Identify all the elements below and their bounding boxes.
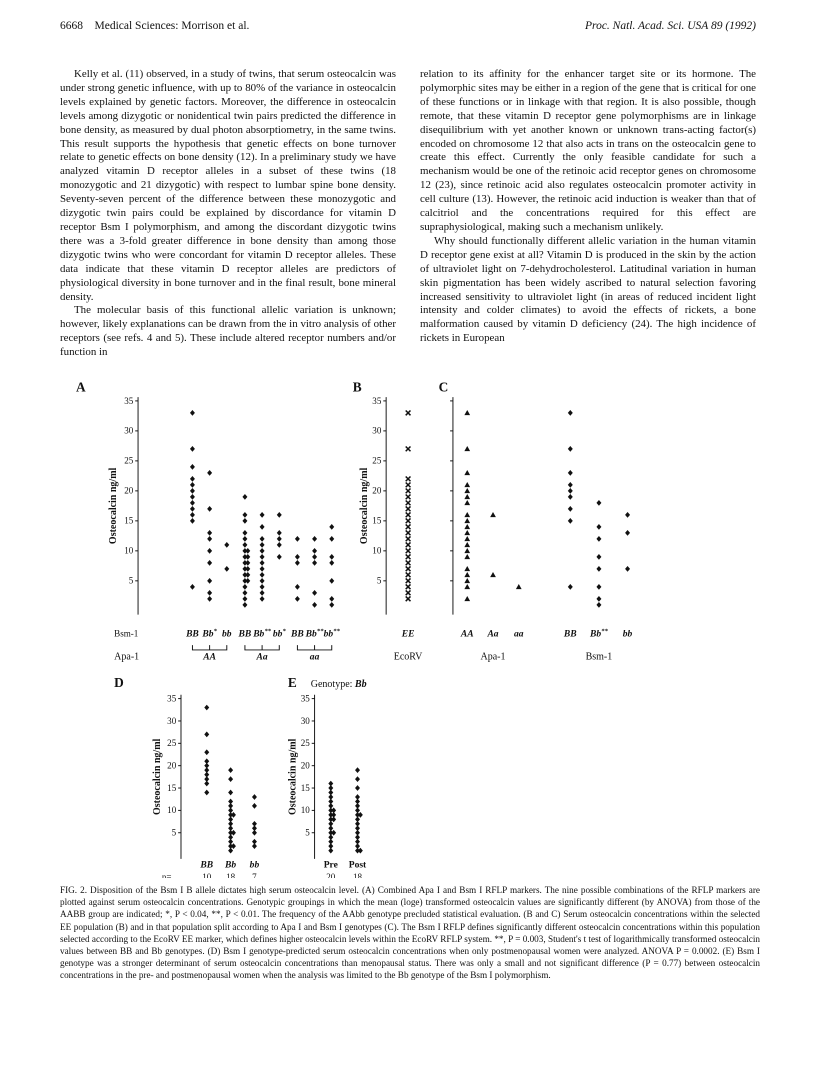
data-point [596, 554, 601, 560]
data-point [596, 602, 601, 608]
category-label: BB [186, 628, 199, 640]
axis-group-label: Apa-1 [480, 651, 506, 663]
data-point [245, 578, 250, 584]
figure-caption [60, 884, 760, 982]
data-point [464, 578, 470, 583]
data-point [568, 584, 573, 590]
data-point [464, 536, 470, 541]
data-point [245, 554, 250, 560]
data-point [228, 767, 233, 773]
data-point [260, 512, 265, 518]
y-tick-label: 25 [372, 455, 382, 466]
data-point [406, 411, 411, 416]
data-point [242, 596, 247, 602]
data-point [260, 590, 265, 596]
data-point [464, 554, 470, 559]
data-point [355, 767, 360, 773]
data-point [207, 530, 212, 536]
y-tick-label: 5 [376, 575, 382, 586]
data-point [252, 794, 257, 800]
y-axis-label: Osteocalcin ng/ml [359, 467, 371, 545]
data-point [406, 506, 411, 511]
data-point [464, 542, 470, 547]
category-label: BB [200, 859, 214, 871]
data-point [242, 584, 247, 590]
data-point [260, 560, 265, 566]
data-point [464, 410, 470, 415]
data-point [406, 554, 411, 559]
data-point [245, 548, 250, 554]
y-tick-label: 10 [124, 545, 134, 556]
group-label: Aa [256, 651, 268, 663]
data-point [242, 530, 247, 536]
category-label: EE [401, 628, 415, 640]
data-point [260, 548, 265, 554]
group-bracket [245, 645, 279, 650]
data-point [406, 524, 411, 529]
category-label: BB [563, 628, 577, 640]
running-header [60, 20, 756, 38]
data-point [516, 584, 522, 589]
category-label: Bb* [202, 627, 217, 640]
panel-label-e: E [287, 675, 297, 691]
category-label: Bb [225, 859, 237, 871]
data-point [295, 554, 300, 560]
data-point [329, 602, 334, 608]
category-label: Bb** [305, 627, 324, 640]
panel-label-b: B [352, 379, 362, 395]
data-point [464, 500, 470, 505]
data-point [406, 572, 411, 577]
data-point [295, 584, 300, 590]
data-point [295, 536, 300, 542]
data-point [228, 848, 233, 854]
data-point [242, 494, 247, 500]
y-tick-label: 10 [167, 805, 177, 816]
data-point [329, 560, 334, 566]
y-tick-label: 25 [167, 738, 177, 749]
category-label: BB [238, 628, 252, 640]
data-point [207, 578, 212, 584]
y-tick-label: 35 [372, 395, 382, 406]
y-tick-label: 5 [305, 827, 310, 838]
data-point [596, 524, 601, 530]
data-point [190, 410, 195, 416]
panel-label-a: A [76, 379, 86, 395]
y-tick-label: 5 [171, 827, 177, 838]
data-point [464, 494, 470, 499]
y-tick-label: 30 [124, 425, 134, 436]
data-point [277, 512, 282, 518]
data-point [207, 596, 212, 602]
data-point [207, 590, 212, 596]
data-point [231, 812, 236, 818]
y-tick-label: 5 [128, 575, 134, 586]
y-tick-label: 20 [372, 485, 382, 496]
data-point [277, 530, 282, 536]
data-point [204, 749, 209, 755]
data-point [242, 542, 247, 548]
data-point [260, 536, 265, 542]
data-point [260, 596, 265, 602]
caption-text: FIG. 2. Disposition of the Bsm I B allele dictates high serum osteocalcin level. (A) Combined Apa I and Bsm I RFLP markers. The nine possible combinations of the RFLP markers are plotted against serum osteocalcin concentrations. Genotypic groupings in which the mean (loge) transformed osteocalcin values are significantly different (by ANOVA) from those of the AABB group are indicated; *, P < 0.04, **, P < 0.01. The frequency of the AAbb genotype precluded statistical evaluation. (B and C) Serum osteocalcin concentrations within the selected EE population (B) and in that population split according to Apa I and Bsm I genotypes (C). The Bsm I RFLP defines significantly different osteocalcin concentrations within this population selected according to the EcoRV EE marker, which defines higher osteocalcin levels within the EcoRV RFLP system. **, P = 0.003, Student's t test of logarithmically transformed osteocalcin values between BB and Bb genotypes. (D) Bsm I genotype-predicted serum osteocalcin concentrations when only postmenopausal women were analyzed. ANOVA P = 0.0002. (E) Bsm I genotype was a stronger determinant of serum osteocalcin concentrations than menopausal status. There was only a small and not significant difference (P = 0.77) between osteocalcin concentrations in the pre- and postmenopausal women when the analysis was limited to the Bb genotype of the Bsm I polymorphism. [60, 885, 760, 981]
category-label: bb [249, 859, 260, 871]
data-point [228, 790, 233, 796]
data-point [312, 536, 317, 542]
data-point [207, 470, 212, 476]
axis-group-label: Bsm-1 [585, 651, 613, 663]
paragraph: relation to its affinity for the enhancer target site or its hormone. The polymorphic sites may be either in a region of the gene that is critical for one of these functions or in linkage with that region. It is also possible, though remote, that these vitamin D receptor gene polymorphisms are in linkage disequilibrium with yet another known or unknown trans-acting factor(s) encoded on chromosome 12 that also acts in trans on the osteocalcin gene to create this effect. Currently the only feasible candidate for such a mechanism would be one of the retinoic acid receptor genes on chromosome 12 (23), since retinoic acid also regulates osteocalcin promoter activity in cell culture (13). However, the retinoic acid induction is weaker than that of calcitriol and the concentrations required for this effect are supraphysiological, making such a mechanism unlikely. [420, 68, 756, 233]
data-point [295, 596, 300, 602]
category-label: Post [348, 859, 367, 871]
data-point [568, 482, 573, 488]
data-point [406, 488, 411, 493]
data-point [406, 500, 411, 505]
data-point [231, 830, 236, 836]
data-point [406, 566, 411, 571]
data-point [260, 578, 265, 584]
data-point [355, 785, 360, 791]
data-point [277, 542, 282, 548]
data-point [358, 848, 363, 854]
category-label: Aa [487, 628, 499, 640]
data-point [242, 590, 247, 596]
data-point [260, 584, 265, 590]
data-point [231, 843, 236, 849]
data-point [277, 554, 282, 560]
category-label: bb* [272, 627, 286, 640]
data-point [596, 584, 601, 590]
data-point [252, 843, 257, 849]
data-point [207, 536, 212, 542]
data-point [190, 506, 195, 512]
data-point [204, 732, 209, 738]
y-tick-label: 15 [372, 515, 382, 526]
data-point [207, 506, 212, 512]
data-point [190, 500, 195, 506]
category-label: Bb** [590, 627, 608, 640]
page-number: 6668 [60, 20, 83, 32]
y-axis-label: Osteocalcin ng/ml [287, 738, 299, 816]
data-point [464, 482, 470, 487]
text-column-left [60, 68, 396, 360]
data-point [190, 512, 195, 518]
data-point [406, 548, 411, 553]
y-tick-label: 15 [300, 782, 310, 793]
y-tick-label: 30 [300, 715, 310, 726]
data-point [625, 530, 630, 536]
figure-2 [60, 378, 760, 878]
data-point [406, 446, 411, 451]
y-tick-label: 15 [167, 782, 177, 793]
data-point [245, 572, 250, 578]
data-point [204, 705, 209, 711]
data-point [204, 790, 209, 796]
data-point [331, 830, 336, 836]
data-point [242, 536, 247, 542]
y-tick-label: 25 [124, 455, 134, 466]
data-point [242, 518, 247, 524]
data-point [406, 512, 411, 517]
data-point [329, 524, 334, 530]
n-value: 7 [252, 871, 257, 878]
data-point [464, 518, 470, 523]
category-label: aa [514, 628, 524, 640]
data-point [224, 542, 229, 548]
data-point [464, 446, 470, 451]
figure-panels [60, 378, 760, 878]
y-tick-label: 20 [300, 760, 310, 771]
n-value: 18 [352, 871, 363, 878]
data-point [464, 548, 470, 553]
data-point [312, 602, 317, 608]
data-point [331, 816, 336, 822]
n-value: 20 [326, 871, 336, 878]
data-point [190, 464, 195, 470]
data-point [329, 536, 334, 542]
panel-label-c: C [438, 379, 449, 395]
data-point [190, 488, 195, 494]
n-label: n= [161, 871, 172, 878]
y-axis-label: Osteocalcin ng/ml [152, 738, 163, 816]
data-point [464, 572, 470, 577]
y-tick-label: 35 [124, 395, 134, 406]
journal-citation: Proc. Natl. Acad. Sci. USA 89 (1992) [585, 20, 756, 32]
data-point [568, 494, 573, 500]
data-point [328, 848, 333, 854]
data-point [490, 572, 496, 577]
data-point [568, 446, 573, 452]
data-point [190, 494, 195, 500]
y-tick-label: 25 [300, 738, 310, 749]
data-point [312, 590, 317, 596]
category-label: Bb** [253, 627, 271, 640]
data-point [207, 560, 212, 566]
data-point [190, 584, 195, 590]
data-point [568, 410, 573, 416]
data-point [464, 596, 470, 601]
data-point [260, 542, 265, 548]
data-point [329, 596, 334, 602]
data-point [464, 512, 470, 517]
data-point [190, 476, 195, 482]
data-point [568, 518, 573, 524]
data-point [190, 446, 195, 452]
data-point [406, 560, 411, 565]
row-label-apa: Apa-1 [114, 651, 140, 663]
data-point [464, 530, 470, 535]
data-point [490, 512, 496, 517]
data-point [252, 830, 257, 836]
paragraph: Kelly et al. (11) observed, in a study of twins, that serum osteocalcin was under strong genetic influence, with up to 80% of the variance in osteocalcin levels explained by genetic factors. Moreover, the difference in osteocalcin levels among dizygotic or nonidentical twin pairs predicted the difference in bone density, as measured by dual photon absorptiometry, in the same twins. This result supports the hypothesis that genetic effects on bone turnover relate to genetic effects on bone density (12). In a preliminary study we have analyzed vitamin D receptor alleles in a subset of these twins (18 monozygotic and 21 dizygotic) with respect to lumbar spine bone density. Seventy-seven percent of the difference between these monozygotic and dizygotic twin pairs could be explained by discordance for vitamin D receptor Bsm I polymorphism, and among the discordant dizygotic twins there was a 3-fold greater difference in bone density than among those dizygotic twins who were concordant for vitamin D receptor alleles. These data indicate that these vitamin D receptor alleles are predictors of physiological diversity in bone turnover and in the final result, bone mineral density. [60, 68, 396, 303]
data-point [245, 566, 250, 572]
data-point [406, 518, 411, 523]
group-label: AA [203, 651, 216, 663]
group-bracket [297, 645, 331, 650]
data-point [625, 512, 630, 518]
n-value: 10 [202, 871, 212, 878]
data-point [568, 470, 573, 476]
data-point [224, 566, 229, 572]
data-point [406, 476, 411, 481]
group-bracket [192, 645, 226, 650]
y-tick-label: 30 [167, 715, 177, 726]
data-point [406, 536, 411, 541]
data-point [260, 554, 265, 560]
data-point [596, 566, 601, 572]
n-value: 18 [226, 871, 236, 878]
category-label: Pre [323, 859, 338, 871]
data-point [464, 584, 470, 589]
category-label: bb [222, 628, 232, 640]
data-point [295, 560, 300, 566]
data-point [260, 572, 265, 578]
data-point [355, 776, 360, 782]
data-point [329, 554, 334, 560]
row-label-bsm: Bsm-1 [114, 628, 139, 639]
y-axis-label: Osteocalcin ng/ml [108, 467, 120, 545]
paragraph: Why should functionally different allelic variation in the human vitamin D receptor gene exist at all? Vitamin D is produced in the skin by the action of ultraviolet light on 7-dehydrocholesterol. Latitudinal variation in human skin pigmentation has been widely ascribed to natural selection favoring increased sensitivity to ultraviolet light (in areas of reduced incident light intensity and colder climates) to avoid the effects of rickets, a bone malformation caused by vitamin D deficiency (24). The high incidence of rickets in European [420, 234, 756, 345]
data-point [464, 566, 470, 571]
category-label: bb [622, 628, 633, 640]
data-point [406, 590, 411, 595]
y-tick-label: 35 [300, 693, 310, 704]
data-point [596, 596, 601, 602]
category-label: BB [291, 628, 304, 640]
data-point [596, 536, 601, 542]
y-tick-label: 10 [300, 805, 310, 816]
data-point [204, 781, 209, 787]
panel-label-d: D [114, 675, 124, 691]
data-point [329, 578, 334, 584]
data-point [260, 566, 265, 572]
text-column-right [420, 68, 756, 346]
data-point [190, 518, 195, 524]
data-point [358, 812, 363, 818]
y-tick-label: 20 [124, 485, 134, 496]
section-title: Medical Sciences: Morrison et al. [94, 20, 250, 32]
axis-group-label: EcoRV [393, 651, 423, 663]
data-point [464, 524, 470, 529]
data-point [406, 494, 411, 499]
category-label: bb** [323, 627, 340, 640]
data-point [190, 482, 195, 488]
y-tick-label: 10 [372, 545, 382, 556]
y-tick-label: 30 [372, 425, 382, 436]
data-point [312, 554, 317, 560]
group-label: aa [309, 651, 320, 663]
data-point [464, 470, 470, 475]
data-point [277, 536, 282, 542]
data-point [464, 488, 470, 493]
category-label: AA [460, 628, 474, 640]
data-point [228, 776, 233, 782]
data-point [406, 482, 411, 487]
header-left [60, 20, 249, 32]
panel-title-e: Genotype: Bb [310, 679, 367, 691]
data-point [625, 566, 630, 572]
data-point [596, 500, 601, 506]
data-point [245, 560, 250, 566]
data-point [312, 560, 317, 566]
data-point [406, 530, 411, 535]
data-point [406, 578, 411, 583]
data-point [312, 548, 317, 554]
data-point [242, 602, 247, 608]
paragraph: The molecular basis of this functional allelic variation is unknown; however, likely explanations can be drawn from the in vitro analysis of other receptors (see refs. 4 and 5). These include altered receptor numbers and/or function in [60, 304, 396, 359]
data-point [242, 512, 247, 518]
data-point [207, 548, 212, 554]
y-tick-label: 15 [124, 515, 134, 526]
data-point [406, 596, 411, 601]
y-tick-label: 20 [167, 760, 177, 771]
y-tick-label: 35 [167, 693, 177, 704]
data-point [406, 584, 411, 589]
data-point [568, 488, 573, 494]
data-point [260, 524, 265, 530]
data-point [252, 803, 257, 809]
data-point [406, 542, 411, 547]
data-point [568, 506, 573, 512]
